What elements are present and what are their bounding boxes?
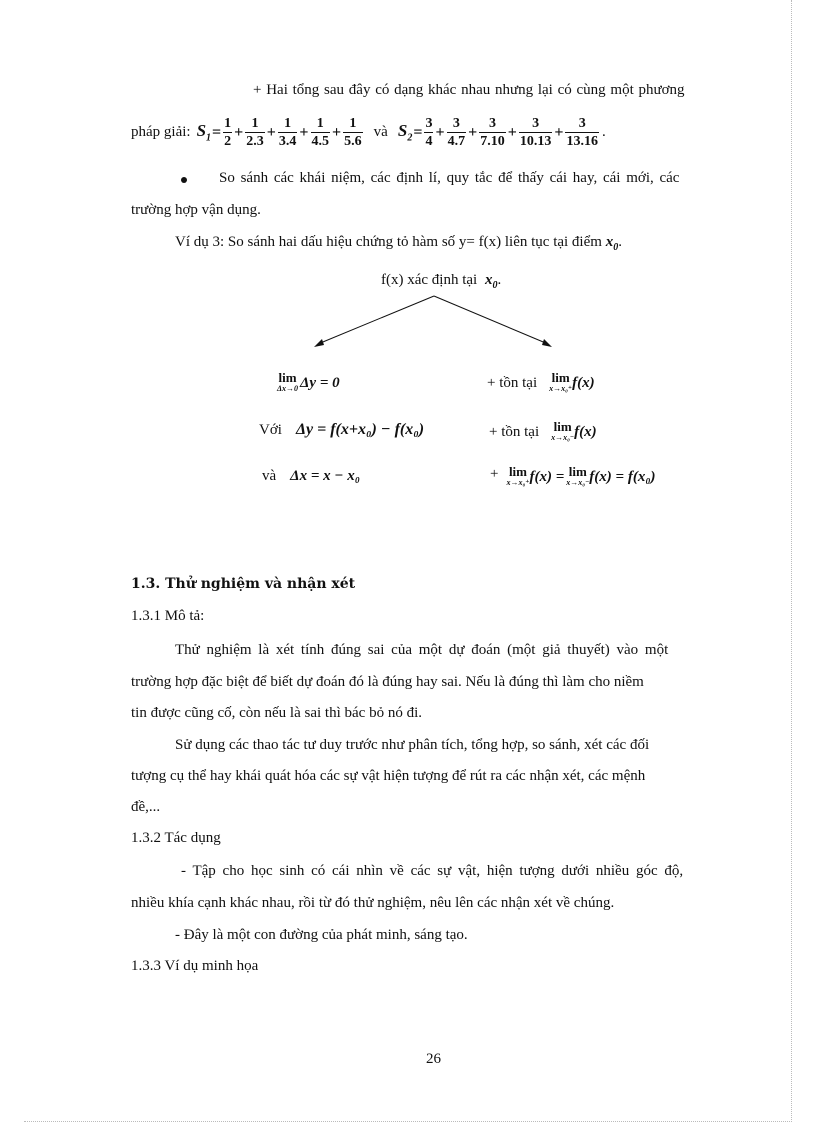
sums-line: pháp giải: $S_1$ = $\frac{1}{2}$ + $\frac{1}{2.3}$ + $\frac{1}{3.4}$ + $\frac{1}{4.5}$ + $\frac{1}{5.6}$ và $S_2$ = $\frac{3}{4}$ + $\frac{3}{4.7}$ + $\frac{3}{7.10}$ + $\frac{3}{10.13}$ + $\frac{3}{13.16}$ .	[131, 116, 606, 149]
p1-line-3: tin được cũng cố, còn nếu là sai thì bác bỏ nó đi.	[131, 705, 422, 721]
section-title: 1.3. Thử nghiệm và nhận xét	[131, 576, 356, 592]
s1-fraction: $\frac{1}{2.3}$	[246, 116, 264, 149]
with-delta-y: Với Δy = f(x+x₀) − f(x₀)	[259, 421, 425, 438]
dotted-rule-bottom	[24, 1121, 792, 1122]
bullet-line-2: trường hợp vận dụng.	[131, 202, 261, 218]
intro-line: + Hai tổng sau đây có dạng khác nhau nhưng lại có cùng một phương	[253, 82, 685, 98]
plus-sign: +	[266, 123, 276, 141]
s2-fraction: $\frac{3}{7.10}$	[480, 116, 505, 149]
p1-line-1: Thử nghiệm là xét tính đúng sai của một dự đoán (một giả thuyết) vào một	[175, 642, 669, 658]
d2-line: - Đây là một con đường của phát minh, sáng tạo.	[175, 927, 468, 943]
s2-fraction: $\frac{3}{10.13}$	[519, 116, 552, 149]
plus-sign: +	[234, 123, 244, 141]
s2-fraction: $\frac{3}{4.7}$	[447, 116, 466, 149]
delta-x-expr: Δx = x − x₀	[290, 468, 360, 484]
arrowhead-right	[542, 339, 552, 347]
arrow-right	[434, 296, 548, 344]
s1-terms	[222, 115, 364, 150]
plus-sign: +	[507, 123, 517, 141]
diagram-arrows	[300, 290, 570, 360]
p1-line-2: trường hợp đặc biệt để biết dự đoán đó là đúng hay sai. Nếu là đúng thì làm cho niềm	[131, 674, 644, 690]
p2-line-2: tượng cụ thể hay khái quát hóa các sự vật hiện tượng để rút ra các nhận xét, các mệnh	[131, 768, 646, 784]
s1-fraction: $\frac{1}{3.4}$	[278, 116, 297, 149]
s2-fraction: $\frac{3}{4}$	[425, 116, 433, 149]
diagram-top: f(x) xác định tại $x_0$.	[381, 272, 502, 291]
s1-fraction: $\frac{1}{5.6}$	[344, 116, 362, 149]
s1-fraction: $\frac{1}{2}$	[224, 116, 232, 149]
s1-fraction: $\frac{1}{4.5}$	[311, 116, 330, 149]
right-exist-minus: + tồn tại lim x→x₀⁻ f(x)	[489, 419, 597, 442]
right-exist-plus: + tồn tại lim x→x₀⁺ f(x)	[487, 370, 595, 393]
right-equal-limits: + lim x→x₀⁺ f(x) = lim x→x₀⁻ f(x) = f(x₀)	[490, 464, 656, 487]
dotted-rule-right	[791, 0, 792, 1122]
subsection-1-3-1: 1.3.1 Mô tả:	[131, 608, 205, 624]
plus-sign: +	[468, 123, 478, 141]
plus-sign: +	[332, 123, 342, 141]
s2-fraction: $\frac{3}{13.16}$	[566, 116, 598, 149]
method-prefix: pháp giải:	[131, 124, 191, 140]
left-lim-condition: lim Δx→0 Δy = 0	[277, 370, 340, 393]
delta-y-expr: Δy = f(x+x₀) − f(x₀)	[295, 421, 425, 438]
bullet-dot	[181, 177, 187, 183]
s2-terms	[423, 115, 600, 150]
subsection-1-3-2: 1.3.2 Tác dụng	[131, 830, 221, 846]
p2-line-3: đề,...	[131, 799, 161, 815]
x0-symbol: $x_0$	[605, 234, 619, 253]
d1-line-1: - Tập cho học sinh có cái nhìn về các sự vật, hiện tượng dưới nhiều góc độ,	[181, 863, 684, 879]
conj-and: và	[373, 124, 388, 140]
and-delta-x: và Δx = x − x₀	[262, 468, 360, 484]
bullet-line-1: So sánh các khái niệm, các định lí, quy tắc để thấy cái hay, cái mới, các	[219, 170, 680, 186]
arrow-left	[318, 296, 434, 344]
page-number: 26	[426, 1051, 441, 1067]
plus-sign: +	[435, 123, 445, 141]
subsection-1-3-3: 1.3.3 Ví dụ minh họa	[131, 958, 259, 974]
plus-sign: +	[299, 123, 309, 141]
example-3: Ví dụ 3: So sánh hai dấu hiệu chứng tỏ hàm số y= f(x) liên tục tại điểm $x_0$.	[175, 234, 622, 253]
s1-symbol: $S_1$	[196, 121, 212, 144]
d1-line-2: nhiều khía cạnh khác nhau, rồi từ đó thử nghiệm, nêu lên các nhận xét về chúng.	[131, 895, 615, 911]
arrowhead-left	[314, 339, 324, 347]
p2-line-1: Sử dụng các thao tác tư duy trước như phân tích, tổng hợp, so sánh, xét các đối	[175, 737, 650, 753]
plus-sign: +	[554, 123, 564, 141]
s2-symbol: $S_2$	[397, 121, 413, 144]
